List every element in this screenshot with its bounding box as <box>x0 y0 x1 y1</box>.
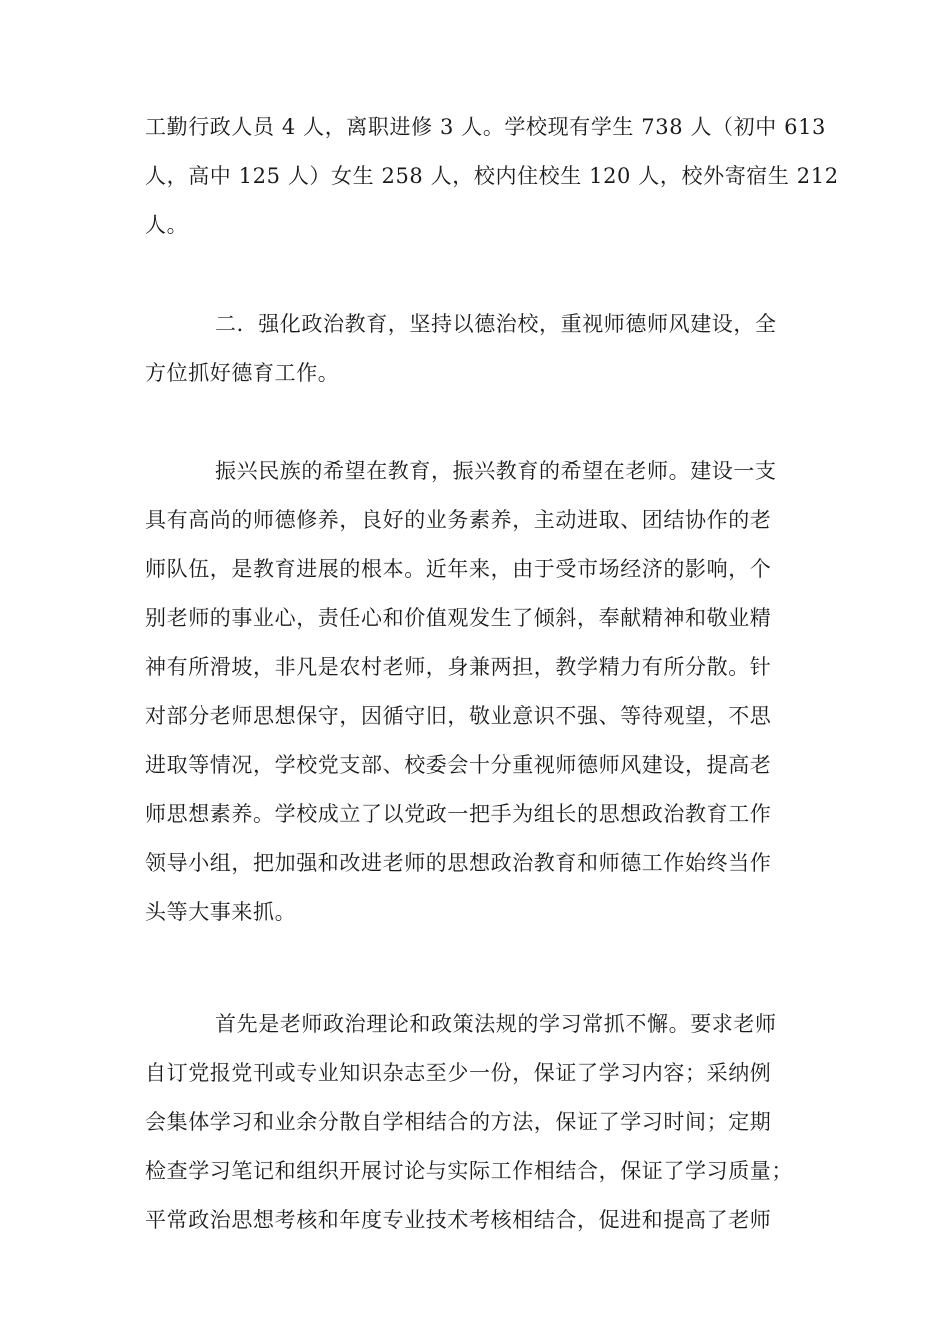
paragraph-teacher-ethics <box>145 447 815 937</box>
section-heading-moral-education <box>145 300 815 398</box>
text-line: 平常政治思想考核和年度专业技术考核相结合，促进和提高了老师 <box>145 1208 772 1232</box>
text-line: 自订党报党刊或专业知识杂志至少一份，保证了学习内容；采纳例 <box>145 1061 772 1085</box>
paragraph-staff-and-students <box>145 103 839 250</box>
text-line: 领导小组，把加强和改进老师的思想政治教育和师德工作始终当作 <box>145 851 772 875</box>
text-line: 别老师的事业心，责任心和价值观发生了倾斜，奉献精神和敬业精 <box>145 606 772 630</box>
text-line: 方位抓好德育工作。 <box>145 361 340 385</box>
text-line: 会集体学习和业余分散自学相结合的方法，保证了学习时间；定期 <box>145 1110 772 1134</box>
text-line: 头等大事来抓。 <box>145 900 297 924</box>
paragraph-political-study <box>145 1000 815 1245</box>
text-line: 进取等情况，学校党支部、校委会十分重视师德师风建设，提高老 <box>145 753 772 777</box>
text-line: 工勤行政人员 4 人，离职进修 3 人。学校现有学生 738 人（初中 613 <box>145 115 827 139</box>
text-line: 神有所滑坡，非凡是农村老师，身兼两担，教学精力有所分散。针 <box>145 655 772 679</box>
text-line: 二．强化政治教育，坚持以德治校，重视师德师风建设，全 <box>215 312 777 336</box>
text-line: 人。 <box>145 213 189 237</box>
text-line: 具有高尚的师德修养，良好的业务素养，主动进取、团结协作的老 <box>145 508 772 532</box>
text-line: 检查学习笔记和组织开展讨论与实际工作相结合，保证了学习质量； <box>145 1159 793 1183</box>
text-line: 师队伍，是教育进展的根本。近年来，由于受市场经济的影响，个 <box>145 557 772 581</box>
text-line: 对部分老师思想保守，因循守旧，敬业意识不强、等待观望，不思 <box>145 704 772 728</box>
text-line: 师思想素养。学校成立了以党政一把手为组长的思想政治教育工作 <box>145 802 772 826</box>
text-line: 首先是老师政治理论和政策法规的学习常抓不懈。要求老师 <box>215 1012 777 1036</box>
text-line: 人，高中 125 人）女生 258 人，校内住校生 120 人，校外寄宿生 212 <box>145 164 839 188</box>
text-line: 振兴民族的希望在教育，振兴教育的希望在老师。建设一支 <box>215 459 777 483</box>
